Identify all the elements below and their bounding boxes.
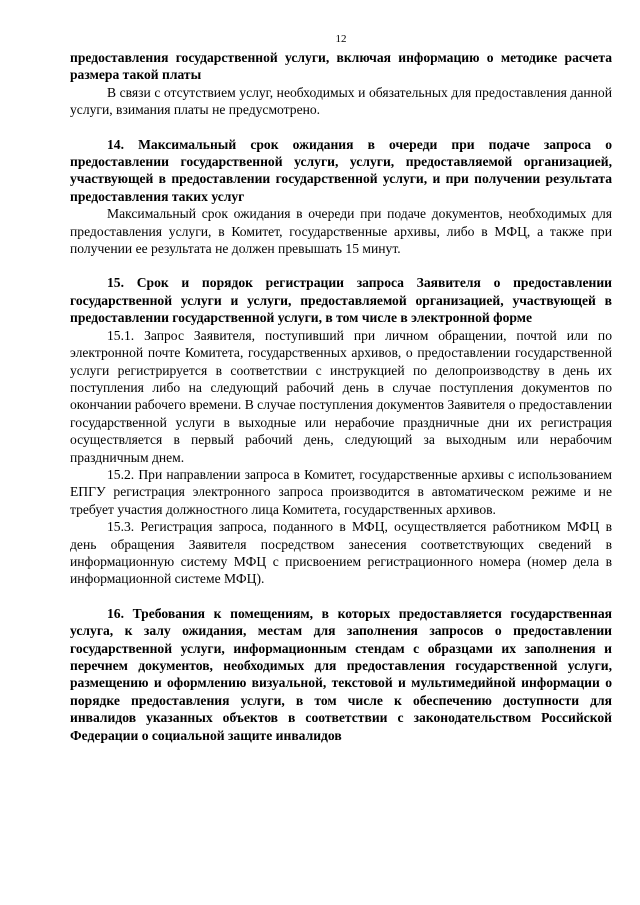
section-gap: [70, 119, 612, 136]
paragraph-15-2: 15.2. При направлении запроса в Комитет, государственные архивы с использованием ЕПГУ регистрация электронного запроса производится в автоматическом режиме и не требует участия должностного лица Комитета, государственных архивов.: [70, 466, 612, 517]
document-page: [70, 32, 612, 744]
section-15-heading: 15. Срок и порядок регистрации запроса Заявителя о предоставлении государственной услуги и услуги, предоставляемой организацией, участвующей в предоставлении государственной услуги, в том числе в электронной форме: [70, 275, 612, 326]
page-number: 12: [335, 33, 347, 45]
paragraph-max-wait: Максимальный срок ожидания в очереди при подаче документов, необходимых для предоставления услуги, в Комитет, государственные архивы, либо в МФЦ, а также при получении ее результата не должен превышать 15 минут.: [70, 206, 612, 257]
section-gap: [70, 588, 612, 605]
paragraph-fee-note: В связи с отсутствием услуг, необходимых и обязательных для предоставления данной услуги, взимания платы не предусмотрено.: [70, 84, 612, 118]
section-gap: [70, 257, 612, 274]
section-14-heading: 14. Максимальный срок ожидания в очереди при подаче запроса о предоставлении государственной услуги, услуги, предоставляемой организацией, участвующей в предоставлении государственной услуги, и при получении результата предоставления таких услуг: [70, 136, 612, 204]
section-16-heading: 16. Требования к помещениям, в которых предоставляется государственная услуга, к залу ожидания, местам для заполнения запросов о предоставлении государственной услуги, информационным стендам с образцами их заполнения и перечнем документов, необходимых для предоставления государственной услуги, размещению и оформлению визуальной, текстовой и мультимедийной информации о порядке предоставления услуги, в том числе к обеспечению доступности для инвалидов указанных объектов в соответствии с законодательством Российской Федерации о социальной защите инвалидов: [70, 605, 612, 743]
paragraph-15-3: 15.3. Регистрация запроса, поданного в МФЦ, осуществляется работником МФЦ в день обращения Заявителя посредством занесения соответствующих сведений в информационную систему МФЦ с присвоением регистрационного номера (номер дела в информационной системе МФЦ).: [70, 519, 612, 587]
continuation-heading: предоставления государственной услуги, включая информацию о методике расчета размера такой платы: [70, 50, 612, 83]
paragraph-15-1: 15.1. Запрос Заявителя, поступивший при личном обращении, почтой или по электронной почте Комитета, государственных архивов, о предоставлении государственной услуги регистрируется в соответствии с инструкцией по делопроизводству в день их поступления либо на следующий рабочий день в случае поступления документов по окончании рабочего времени. В случае поступления документов Заявителя о предоставлении государственной услуги в выходные или нерабочие праздничные дни их регистрация осуществляется в первый рабочий день, следующий за выходным или нерабочим праздничным днем.: [70, 327, 612, 465]
